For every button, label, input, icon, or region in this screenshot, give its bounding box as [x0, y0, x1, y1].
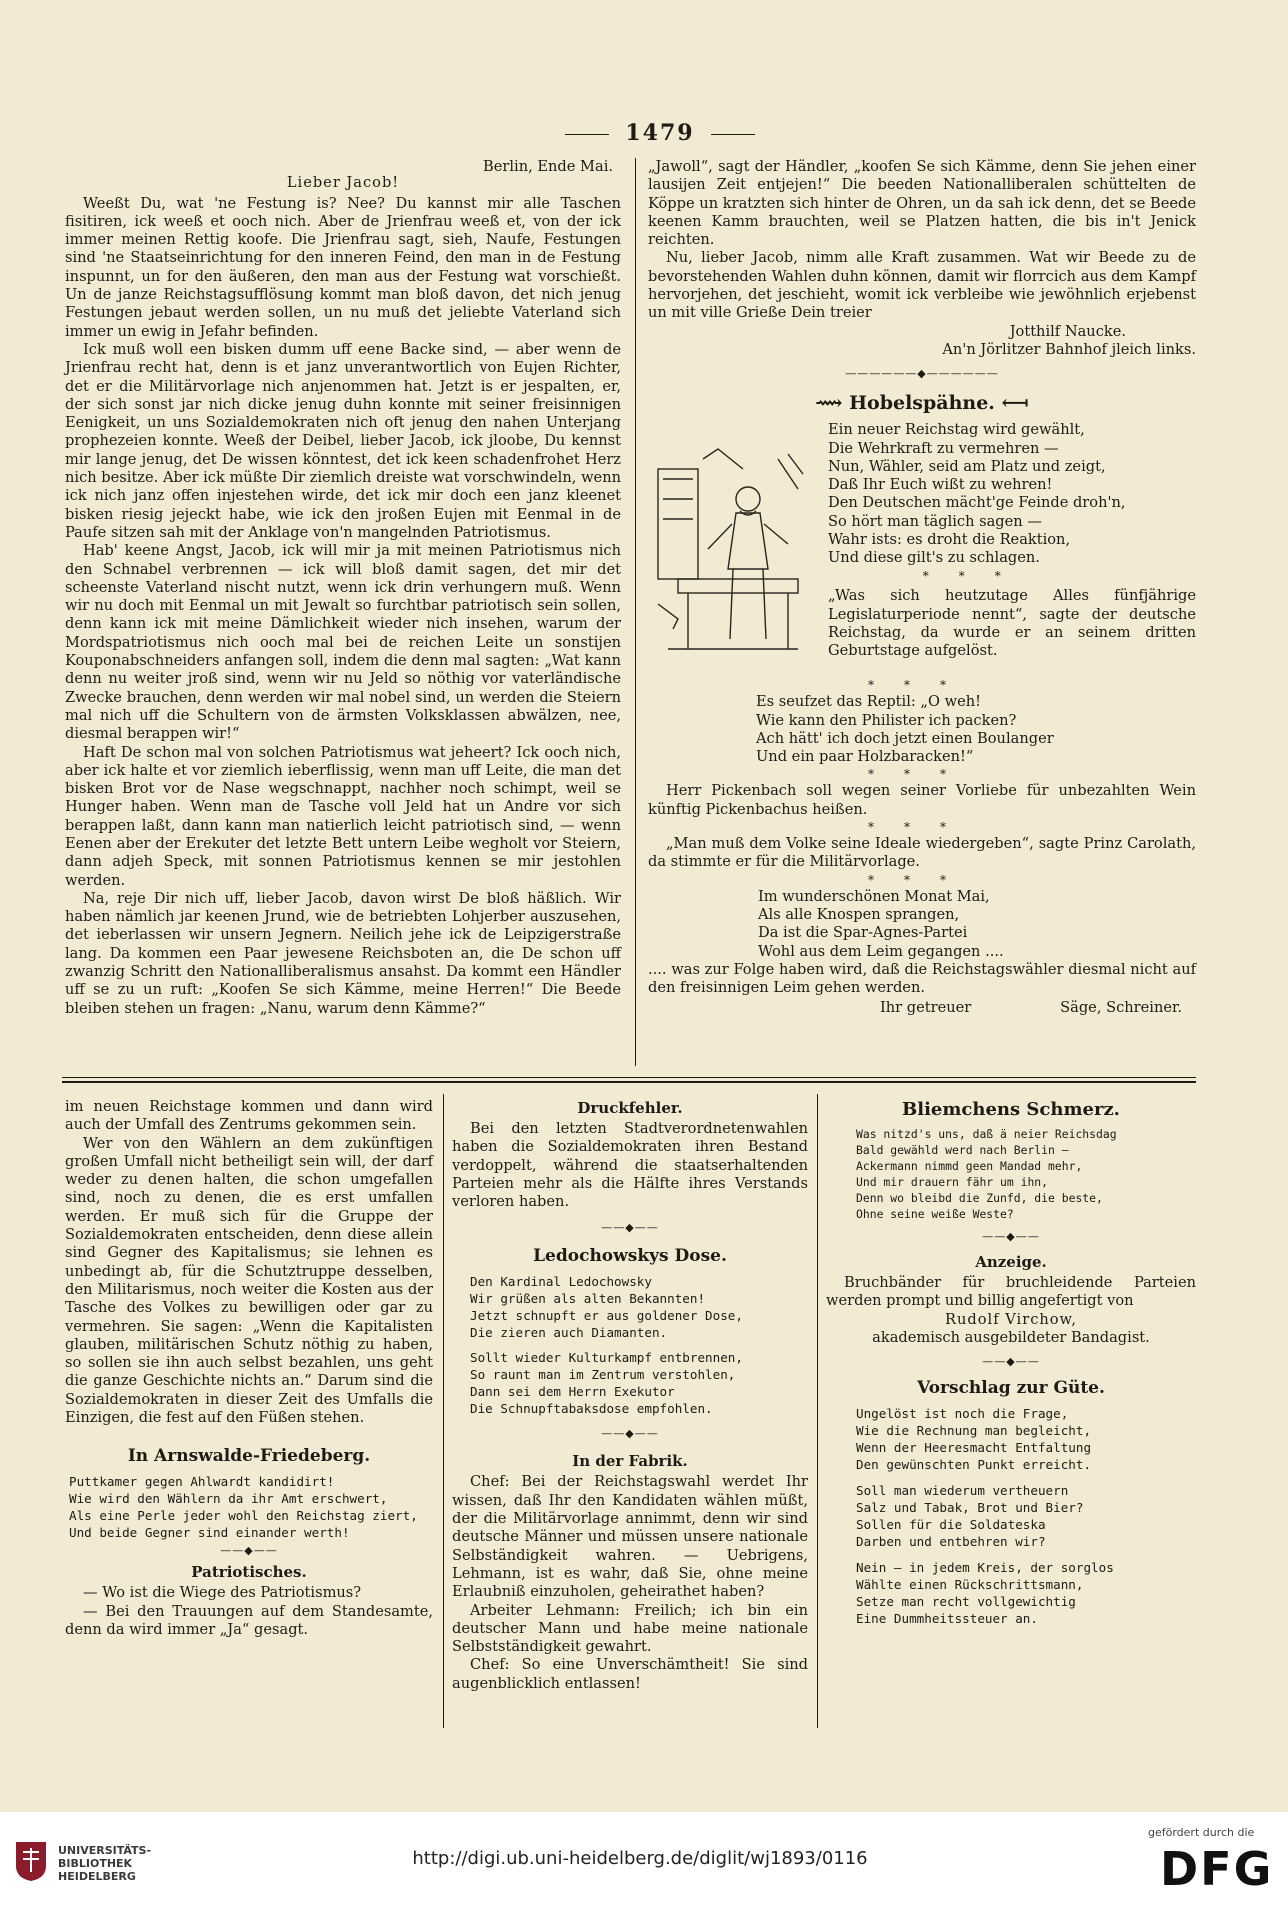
- poem-line: So raunt man im Zentrum verstohlen,: [470, 1367, 736, 1383]
- signature: Jotthilf Naucke.: [1009, 322, 1126, 340]
- poem-line: Die Schnupftabaksdose empfohlen.: [470, 1401, 713, 1417]
- poem-line: Wie kann den Philister ich packen?: [756, 711, 1017, 729]
- vorschlag-title: Vorschlag zur Güte.: [917, 1378, 1105, 1399]
- poem-line: Ungelöst ist noch die Frage,: [856, 1406, 1069, 1422]
- letter-paragraph: Hab' keene Angst, Jacob, ick will mir ja mit meinen Patriotismus nich den Schnabel verbrennen — ick will bloß damit sagen, det mir det scheenste Vaterland nischt nutzt, wenn ick drin verhungern muß. Wenn wir nu doch mit Eenmal un mit Jewalt so furchtbar patriotisch sein sollen, denn kann ick mit meine Dämlichkeit wieder nich insehen, warum der Mordspatriotismus nich ooch mal bei de reichen Leite un sonstijen Kouponabschneiders anfangen soll, indem die denn mal sagten: „Wat kann denn nu weiter jroß sind, wenn wir nu Jeld so nöthig vor vaterländische Zwecke brauchen, denn werden wir mal nobel sind, un werden die Steiern mal nich uff die Schultern von de ärmsten Volksklassen abwälzen, nee, diesmal berappen wir!“: [65, 542, 621, 743]
- library-name: [58, 1844, 151, 1883]
- dose-poem-2: [470, 1349, 808, 1417]
- pickenbach-paragraph: Herr Pickenbach soll wegen seiner Vorliebe für unbezahlten Wein künftig Pickenbachus heißen.: [648, 782, 1196, 818]
- poem-line: Und ein paar Holzbaracken!“: [756, 748, 974, 766]
- divider-ornament: ——◆——: [982, 1230, 1040, 1243]
- patriot-title: Patriotisches.: [191, 1563, 307, 1582]
- umfall-paragraph: im neuen Reichstage kommen und dann wird auch der Umfall des Zentrums gekommen sein.: [65, 1098, 433, 1134]
- poem-line: Den Kardinal Ledochowsky: [470, 1274, 652, 1290]
- dfg-logo: DFG: [1160, 1842, 1274, 1896]
- poem-line: Die Wehrkraft zu vermehren —: [828, 439, 1059, 457]
- column-divider: [443, 1094, 444, 1728]
- poem-wehrkraft: [828, 421, 1126, 583]
- divider-ornament: ——◆——: [982, 1355, 1040, 1369]
- umfall-paragraph: Wer von den Wählern an dem zukünftigen großen Umfall nicht betheiligt sein will, der darf weder zu denen halten, die schon umgefallen sind, noch zu denen, die es erst umfallen werden. Er muß sich für die Gruppe der Sozialdemokraten entscheiden, denn diese allein sind Gegner des Kapitalismus; sie lehnen es unbedingt ab, für die Schutztruppe desselben, den Militarismus, noch weiter die Kosten aus der Tasche des Volkes zu bewilligen oder gar zu vermehren. Sie sagen: „Wenn die Kapitalisten glauben, militärischen Schutz nöthig zu haben, so sollen sie ihn auch selbst bezahlen, uns geht die ganze Geschichte nichts an.“ Darum sind die Sozialdemokraten in dieser Zeit des Umfalls die Einzigen, die fest auf den Füßen stehen.: [65, 1134, 433, 1427]
- anzeige-title: Anzeige.: [975, 1253, 1047, 1271]
- anzeige-name: Rudolf Virchow,: [945, 1310, 1077, 1328]
- closing: Ihr getreuer: [880, 999, 972, 1017]
- poem-reptil: [756, 693, 1196, 766]
- poem-line: Wie wird den Wählern da ihr Amt erschwert,: [69, 1491, 388, 1507]
- bottom-column-3: [826, 1098, 1196, 1627]
- library-line: HEIDELBERG: [58, 1870, 136, 1883]
- poem-line: Und beide Gegner sind einander werth!: [69, 1525, 350, 1541]
- bottom-column-2: [452, 1098, 808, 1693]
- fabrik-paragraph: Chef: So eine Unverschämtheit! Sie sind augenblicklich entlassen!: [452, 1656, 808, 1692]
- vorschlag-poem: [856, 1405, 1196, 1627]
- poem-line: Den Deutschen mächt'ge Feinde droh'n,: [828, 494, 1126, 512]
- star-divider: ***: [922, 568, 1031, 583]
- bliem-title: Bliemchens Schmerz.: [902, 1099, 1120, 1120]
- poem-line: Im wunderschönen Monat Mai,: [758, 887, 990, 905]
- letter-paragraph: „Jawoll“, sagt der Händler, „koofen Se sich Kämme, denn Sie jehen einer lausijen Zeit entjejen!“ Die beeden Nationalliberalen schüttelten de Köppe un kratzten sich hinter de Ohren, un da sah ick denn, det se Beede keenen Kamm brauchten, weil se Platzen hatten, die bis in't Jenick reichten.: [648, 158, 1196, 249]
- poem-line: Sollen für die Soldateska: [856, 1517, 1046, 1533]
- patriot-line: — Bei den Trauungen auf dem Standesamte, denn da wird immer „Ja“ gesagt.: [65, 1602, 433, 1638]
- poem-line: Soll man wiederum vertheuern: [856, 1483, 1069, 1499]
- divider-ornament: ——◆——: [601, 1221, 659, 1235]
- closing-line: [880, 999, 1182, 1017]
- page-number: 1479: [540, 120, 780, 146]
- poem-line: Ach hätt' ich doch jetzt einen Boulanger: [756, 729, 1054, 747]
- poem-line: Darben und entbehren wir?: [856, 1534, 1046, 1550]
- letter-paragraph: Weeßt Du, wat 'ne Festung is? Nee? Du kannst mir alle Taschen fisitiren, ick weeß et ooch nich. Aber de Jrienfrau weeß et, von der ick immer meinen Rettig koofe. Die Jrienfrau sagt, sieh, Naufe, Festungen sind 'ne Staatseinrichtung for den inneren Feind, den man in de Festung inspunnt, un for den äußeren, den man aus der Festung wat vorschießt. Un de janze Reichstagsufflösung kommt man bloß davon, det nich jenug Festungen jebaut werden sollen, un nu muß det jeliebte Vaterland sich immer un ewig in Jefahr befinden.: [65, 194, 621, 340]
- letter-column-right: [648, 158, 1196, 1018]
- poem-with-illustration: [648, 421, 1196, 677]
- poem-line: Den gewünschten Punkt erreicht.: [856, 1457, 1092, 1473]
- poem-line: Als eine Perle jeder wohl den Reichstag ziert,: [69, 1508, 418, 1524]
- patriot-line: — Wo ist die Wiege des Patriotismus?: [83, 1584, 362, 1602]
- library-line: UNIVERSITÄTS-: [58, 1844, 152, 1857]
- anzeige-role: akademisch ausgebildeter Bandagist.: [872, 1328, 1150, 1346]
- poem-line: Da ist die Spar-Agnes-Partei: [758, 924, 968, 942]
- poem-line: Und diese gilt's zu schlagen.: [828, 549, 1040, 567]
- star-divider: ***: [868, 767, 976, 782]
- poem-line: Was nitzd's uns, daß ä neier Reichsdag: [856, 1127, 1117, 1141]
- legislaturperiode-paragraph: „Was sich heutzutage Alles fünfjährige Legislaturperiode nennt“, sagte der deutsche Reichstag, da wurde er an seinem dritten Geburtstage aufgelöst.: [828, 587, 1196, 660]
- poem-line: Bald gewähld werd nach Berlin —: [856, 1143, 1069, 1157]
- dose-poem-1: [470, 1273, 808, 1341]
- ornament-left-icon: ⟿: [815, 392, 850, 415]
- star-divider: ***: [868, 678, 976, 693]
- poem-line: Ein neuer Reichstag wird gewählt,: [828, 421, 1085, 439]
- divider-ornament: ——◆——: [220, 1544, 278, 1558]
- poem-line: Ohne seine weiße Weste?: [856, 1207, 1014, 1221]
- poem-line: Eine Dummheitssteuer an.: [856, 1611, 1038, 1627]
- poem-line: Sollt wieder Kulturkampf entbrennen,: [470, 1350, 743, 1366]
- leim-paragraph: .... was zur Folge haben wird, daß die Reichstagswähler diesmal nicht auf den freisinnigen Leim gehen werden.: [648, 960, 1196, 997]
- poem-line: Jetzt schnupft er aus goldener Dose,: [470, 1308, 743, 1324]
- star-divider: ***: [868, 820, 976, 835]
- divider-ornament: ——◆——: [601, 1427, 659, 1441]
- druckfehler-text: Bei den letzten Stadtverordnetenwahlen haben die Sozialdemokraten ihren Bestand verdoppelt, während die staatserhaltenden Parteien mehr als die Hälfte ihres Verstands verloren haben.: [452, 1120, 808, 1211]
- section-rule: [62, 1077, 1196, 1078]
- star-divider: ***: [868, 872, 976, 887]
- column-divider: [817, 1094, 818, 1728]
- library-line: BIBLIOTHEK: [58, 1857, 133, 1870]
- letter-paragraph: Haft De schon mal von solchen Patriotismus wat jeheert? Ick ooch nich, aber ick halte et vor ziemlich ieberflissig, wenn man uff Leite, die man det bisken Brot vor de Nase wegschnappt, nachher noch schimpt, weil se Hunger haben. Wenn man de Tasche voll Jeld hat un Andre vor sich berappen laßt, dann kann man natierlich leicht patriotisch sind, — wenn Eenen aber der Erekuter det letzte Bett untern Leibe wegholt vor Steiern, dann adjeh Speck, mit sonnen Patriotismus kennen se mir jestohlen werden.: [65, 743, 621, 889]
- fabrik-title: In der Fabrik.: [572, 1452, 688, 1471]
- divider-ornament: ——————◆——————: [845, 367, 999, 381]
- poem-line: Wählte einen Rückschrittsmann,: [856, 1577, 1084, 1593]
- druckfehler-title: Druckfehler.: [577, 1099, 683, 1117]
- hobelspaehne-heading: [648, 391, 1196, 415]
- signature-place: An'n Jörlitzer Bahnhof jleich links.: [942, 340, 1196, 358]
- salutation: Lieber Jacob!: [286, 174, 400, 192]
- letter-paragraph: Na, reje Dir nich uff, lieber Jacob, davon wirst De bloß häßlich. Wir haben nämlich jar keenen Jrund, wie de betriebten Lohjerber auszusehen, det ieberlassen wir unsern Jegnern. Neilich jehe ick de Leipzigerstraße lang. Da kommen een Paar jewesene Reichsboten an, die De schon uff zwanzig Schritt den Nationalliberalismus ansahst. Da kommt een Händler uff se zu un ruft: „Koofen Se sich Kämme, meine Herren!“ Die Beede bleiben stehen un fragen: „Nanu, warum denn Kämme?“: [65, 889, 621, 1017]
- poem-line: Puttkamer gegen Ahlwardt kandidirt!: [69, 1474, 335, 1490]
- column-divider: [635, 158, 636, 1066]
- poem-line: Als alle Knospen sprangen,: [758, 905, 960, 923]
- arnswalde-title: In Arnswalde-Friedeberg.: [127, 1446, 371, 1467]
- bottom-column-1: [65, 1098, 433, 1639]
- poem-line: Ackermann nimmd geen Mandad mehr,: [856, 1159, 1083, 1173]
- arnswalde-poem: [69, 1473, 433, 1541]
- poem-line: Dann sei dem Herrn Exekutor: [470, 1384, 675, 1400]
- letter-paragraph: Nu, lieber Jacob, nimm alle Kraft zusammen. Wat wir Beede zu de bevorstehenden Wahlen duhn können, damit wir florrcich aus dem Kampf hervorjehen, det jeschieht, womit ick verbleibe wie jewöhnlich erjebenst un mit ville Grieße Dein treier: [648, 249, 1196, 322]
- poem-line: Es seufzet das Reptil: „O weh!: [756, 693, 981, 711]
- poem-line: Nun, Wähler, seid am Platz und zeigt,: [828, 457, 1106, 475]
- letter-paragraph: Ick muß woll een bisken dumm uff eene Backe sind, — aber wenn de Jrienfrau recht hat, denn is et janz unverantwortlich von Eujen Richter, det er die Militärvorlage nich anjenommen hat. Jetzt is er jespalten, er, der sich sonst jar nich dicke jenug duhn konnte mit seiner freisinnigen Eenigkeit, un uns Sozialdemokraten nich oft jenug den nahen Unterjang prophezeien konnte. Weeß der Deibel, lieber Jacob, ick jloobe, Du kennst mir lange jenug, det De wissen könntest, det ick keen schadenfrohet Herz nich besitze. Aber ick müßte Dir ziemlich dreiste wat vorschwindeln, wenn ick nich janz offen injestehen wirde, det ick mir doch een janz kleenet bisken riesig jejeckt habe, wie ick den jroßen Eujen mit Eenmal in de Paufe sitzen sah mit der Anklage von'n mangelnden Patriotismus.: [65, 340, 621, 541]
- carolath-paragraph: „Man muß dem Volke seine Ideale wiedergeben“, sagte Prinz Carolath, da stimmte er für die Militärvorlage.: [648, 835, 1196, 871]
- poem-line: Wohl aus dem Leim gegangen ....: [758, 942, 1004, 960]
- footer-bar: [0, 1812, 1288, 1911]
- fabrik-paragraph: Arbeiter Lehmann: Freilich; ich bin ein deutscher Mann und habe meine nationale Selbstständigkeit gewahrt.: [452, 1601, 808, 1656]
- poem-line: Wenn der Heeresmacht Entfaltung: [856, 1440, 1092, 1456]
- poem-line: Wahr ists: es droht die Reaktion,: [828, 531, 1071, 549]
- poem-line: Wir grüßen als alten Bekannten!: [470, 1291, 706, 1307]
- closing-name: Säge, Schreiner.: [1060, 999, 1182, 1017]
- funded-label: gefördert durch die: [1148, 1826, 1255, 1839]
- poem-line: Und mir drauern fähr um ihn,: [856, 1175, 1049, 1189]
- source-url[interactable]: http://digi.ub.uni-heidelberg.de/diglit/wj1893/0116: [412, 1848, 868, 1869]
- dose-title: Ledochowskys Dose.: [533, 1246, 727, 1267]
- poem-line: Salz und Tabak, Brot und Bier?: [856, 1500, 1084, 1516]
- poem-line: Wie die Rechnung man begleicht,: [856, 1423, 1092, 1439]
- hobelspaehne-title: Hobelspähne.: [849, 392, 995, 415]
- poem-line: So hört man täglich sagen —: [828, 512, 1042, 530]
- poem-line: Nein — in jedem Kreis, der sorglos: [856, 1560, 1114, 1576]
- section-rule: [62, 1081, 1196, 1083]
- letter-column-left: [65, 158, 621, 1018]
- university-seal-icon: [14, 1840, 48, 1882]
- poem-line: Die zieren auch Diamanten.: [470, 1325, 668, 1341]
- anzeige-text: Bruchbänder für bruchleidende Parteien werden prompt und billig angefertigt von: [826, 1274, 1196, 1310]
- dateline: Berlin, Ende Mai.: [483, 158, 613, 175]
- bliem-poem: [856, 1126, 1196, 1222]
- ornament-right-icon: ⟻: [994, 392, 1029, 415]
- poem-line: Daß Ihr Euch wißt zu wehren!: [828, 476, 1053, 494]
- poem-line: Denn wo bleibd die Zunfd, die beste,: [856, 1191, 1103, 1205]
- carpenter-illustration: [648, 429, 808, 669]
- poem-line: Setze man recht vollgewichtig: [856, 1594, 1076, 1610]
- poem-mai: [758, 888, 1196, 961]
- fabrik-paragraph: Chef: Bei der Reichstagswahl werdet Ihr wissen, daß Ihr den Kandidaten wählen müßt, der die Militärvorlage annimmt, denn wir sind deutsche Männer und müssen unsere nationale Selbständigkeit wahren. — Uebrigens, Lehmann, ist es wahr, daß Sie, ohne meine Erlaubniß einzuholen, geheirathet haben?: [452, 1473, 808, 1601]
